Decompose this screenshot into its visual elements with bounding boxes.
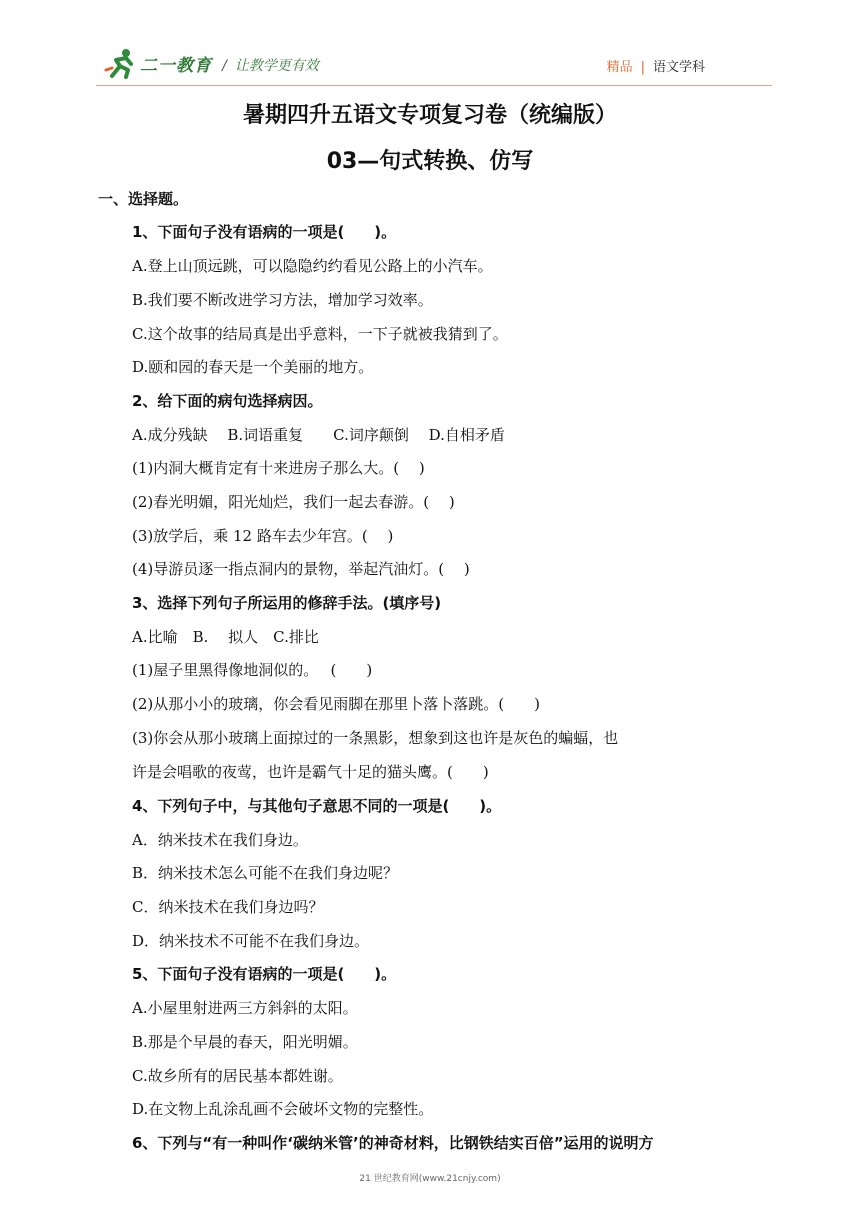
question-line: B.那是个早晨的春天，阳光明媚。	[132, 1033, 358, 1051]
logo-text: 二一教育	[140, 55, 212, 76]
question-line: (2)从那小小的玻璃，你会看见雨脚在那里卜落卜落跳。( )	[132, 695, 540, 713]
page-subtitle: 03—句式转换、仿写	[326, 149, 534, 174]
header-right	[607, 56, 705, 75]
logo	[104, 46, 212, 80]
question-line: C.故乡所有的居民基本都姓谢。	[132, 1067, 343, 1085]
question-heading: 1、下面句子没有语病的一项是( )。	[132, 223, 397, 241]
question-line: D.颐和园的春天是一个美丽的地方。	[132, 358, 374, 376]
question-line: 许是会唱歌的夜莺，也许是霸气十足的猫头鹰。( )	[132, 763, 489, 781]
question-line: (4)导游员逐一指点洞内的景物，举起汽油灯。( )	[132, 560, 470, 578]
quality-label: 精品	[606, 60, 633, 75]
subject-label: 语文学科	[652, 60, 705, 75]
question-line: (1)内洞大概肯定有十来进房子那么大。( )	[132, 459, 425, 477]
question-line: (3)你会从那小玻璃上面掠过的一条黑影，想象到这也许是灰色的蝙蝠，也	[132, 729, 619, 747]
question-line: (3)放学后，乘 12 路车去少年宫。( )	[132, 527, 394, 545]
question-line: D．纳米技术不可能不在我们身边。	[132, 932, 370, 950]
header-divider	[96, 85, 772, 86]
slogan: / 让教学更有效	[222, 58, 319, 74]
page-header	[0, 0, 860, 90]
question-line: A.比喻 B. 拟人 C.排比	[132, 628, 319, 646]
question-line: A.成分残缺 B.词语重复 C.词序颠倒 D.自相矛盾	[132, 426, 505, 444]
question-line: A.小屋里射进两三方斜斜的太阳。	[132, 999, 358, 1017]
header-separator: |	[640, 60, 645, 75]
question-line: A．纳米技术在我们身边。	[132, 831, 308, 849]
question-heading: 6、下列与“有一种叫作‘碳纳米管’的神奇材料，比钢铁结实百倍”运用的说明方	[132, 1134, 654, 1152]
footer: 21 世纪教育网(www.21cnjy.com)	[359, 1174, 501, 1184]
question-line: B．纳米技术怎么可能不在我们身边呢？	[132, 864, 399, 882]
question-line: (2)春光明媚，阳光灿烂，我们一起去春游。( )	[132, 493, 455, 511]
question-line: C.这个故事的结局真是出乎意料，一下子就被我猜到了。	[132, 325, 508, 343]
question-line: B.我们要不断改进学习方法，增加学习效率。	[132, 291, 433, 309]
question-line: (1)屋子里黑得像地洞似的。 ( )	[132, 661, 373, 679]
slogan-text: 让教学更有效	[234, 58, 319, 74]
question-line: C．纳米技术在我们身边吗？	[132, 898, 324, 916]
section-heading: 一、选择题。	[98, 190, 189, 208]
question-line: A.登上山顶远跳，可以隐隐约约看见公路上的小汽车。	[132, 257, 493, 275]
page-title: 暑期四升五语文专项复习卷（统编版）	[242, 103, 617, 128]
runner-logo-icon	[104, 46, 138, 80]
question-heading: 5、下面句子没有语病的一项是( )。	[132, 965, 397, 983]
question-heading: 3、选择下列句子所运用的修辞手法。(填序号)	[132, 594, 442, 612]
question-line: D.在文物上乱涂乱画不会破坏文物的完整性。	[132, 1100, 434, 1118]
question-heading: 2、给下面的病句选择病因。	[132, 392, 323, 410]
question-heading: 4、下列句子中，与其他句子意思不同的一项是( )。	[132, 797, 502, 815]
